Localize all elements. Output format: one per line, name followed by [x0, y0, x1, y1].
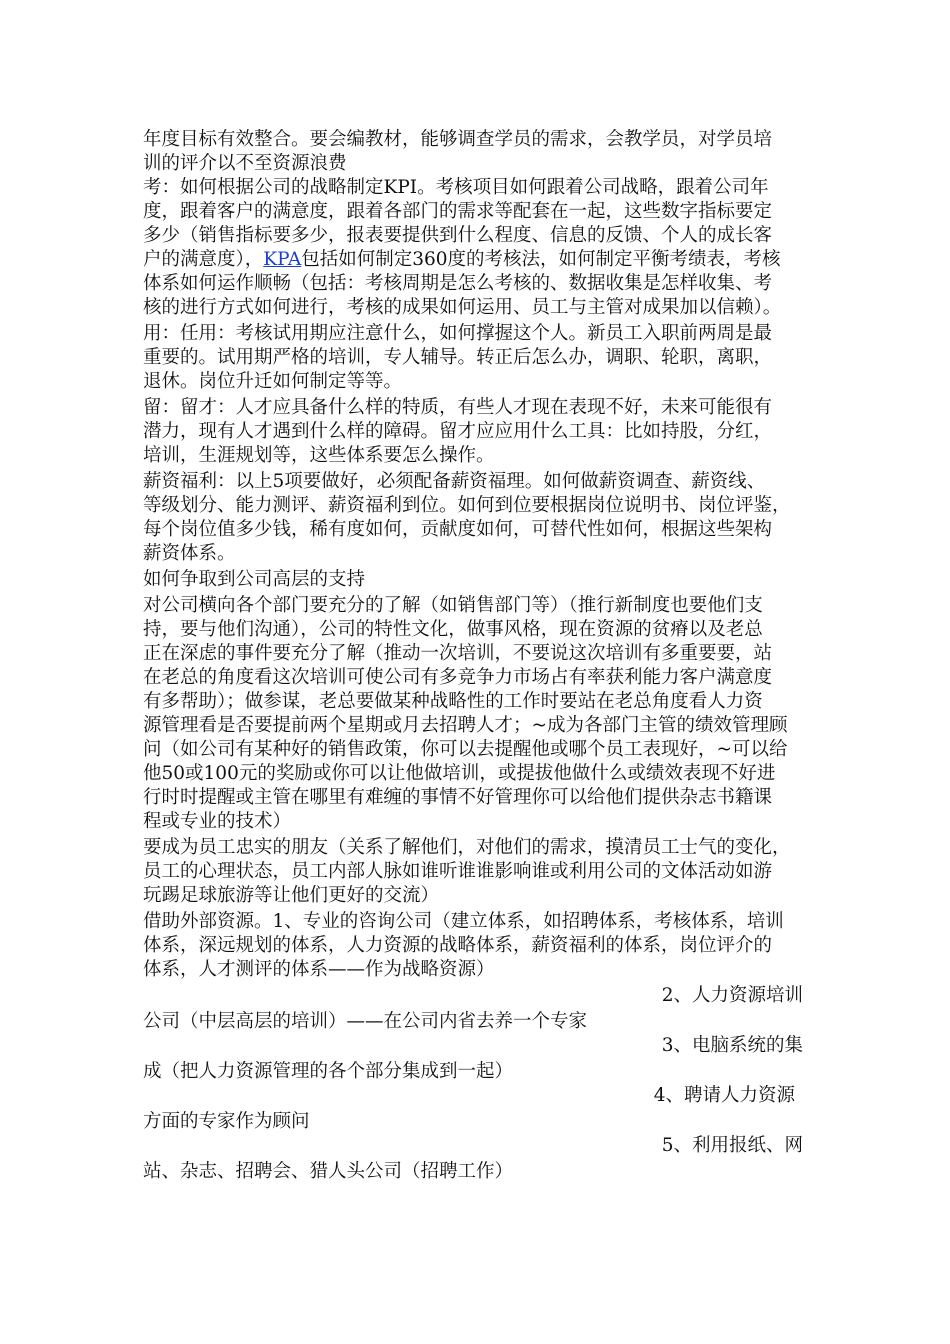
text-line: 他50或100元的奖励或你可以让他做培训，或提拔他做什么或绩效表现不好进: [143, 763, 776, 784]
text-line: 借助外部资源。1、专业的咨询公司（建立体系，如招聘体系，考核体系，培训: [143, 911, 784, 932]
text-line: 持，要与他们沟通），公司的特性文化，做事风格，现在资源的贫瘠以及老总: [143, 619, 763, 640]
text-line: 成（把人力资源管理的各个部分集成到一起）: [143, 1061, 514, 1082]
text-line: 度，跟着客户的满意度，跟着各部门的需求等配套在一起，这些数字指标要定: [143, 201, 773, 222]
text-line: 核的进行方式如何进行，考核的成果如何运用、员工与主管对成果加以信赖）。: [143, 297, 782, 318]
text-line: 潜力，现有人才遇到什么样的障碍。留才应应用什么工具：比如持股，分红，: [143, 421, 773, 442]
text-line: 要成为员工忠实的朋友（关系了解他们，对他们的需求，摸清员工士气的变化，: [143, 837, 791, 858]
text-line: 在老总的角度看这次培训可使公司有多竞争力市场占有率获利能力客户满意度: [143, 667, 773, 688]
text-line: 源管理看是否要提前两个星期或月去招聘人才；~成为各部门主管的绩效管理顾: [143, 715, 788, 736]
text-line: 体系，深远规划的体系，人力资源的战略体系，薪资福利的体系，岗位评介的: [143, 935, 773, 956]
text-line: 重要的。试用期严格的培训，专人辅导。转正后怎么办，调职、轮职，离职，: [143, 347, 773, 368]
text-line: 训的评介以不至资源浪费: [143, 153, 347, 174]
text-line: 每个岗位值多少钱，稀有度如何，贡献度如何，可替代性如何，根据这些架构: [143, 519, 773, 540]
text-line: 年度目标有效整合。要会编教材，能够调查学员的需求，会教学员，对学员培: [143, 129, 773, 150]
text-line: 多少（销售指标要多少，报表要提供到什么程度、信息的反馈、个人的成长客: [143, 225, 773, 246]
text-line: 问（如公司有某种好的销售政策，你可以去提醒他或哪个员工表现好，~可以给: [143, 739, 788, 760]
text-line: 对公司横向各个部门要充分的了解（如销售部门等）（推行新制度也要他们支: [143, 595, 763, 616]
text-segment: 包括如何制定360度的考核法，如何制定平衡考绩表，考核: [301, 249, 781, 270]
text-line: 退休。岗位升迁如何制定等等。: [143, 371, 403, 392]
text-line: 员工的心理状态，员工内部人脉如谁听谁谁影响谁或利用公司的文体活动如游: [143, 861, 773, 882]
text-line: 程或专业的技术）: [143, 811, 292, 832]
list-item-number: 2、人力资源培训: [661, 985, 803, 1006]
text-line: 培训，生涯规划等，这些体系要怎么操作。: [143, 445, 495, 466]
text-segment: 户的满意度），: [143, 249, 264, 270]
list-item-number: 5、利用报纸、网: [661, 1135, 803, 1156]
section-heading: 如何争取到公司高层的支持: [143, 569, 366, 590]
list-item-number: 4、聘请人力资源: [653, 1085, 795, 1106]
text-line-with-link: [143, 248, 781, 272]
text-line: 正在深虑的事件要充分了解（推动一次培训，不要说这次培训有多重要要，站: [143, 643, 773, 664]
text-line: 公司（中层高层的培训）——在公司内省去养一个专家: [143, 1011, 588, 1032]
text-line: 薪资福利：以上5项要做好，必须配备薪资福理。如何做薪资调查、薪资线、: [143, 471, 766, 492]
text-line: 体系如何运作顺畅（包括：考核周期是怎么考核的、数据收集是怎样收集、考: [143, 273, 773, 294]
text-line: 用：任用：考核试用期应注意什么，如何撑握这个人。新员工入职前两周是最: [143, 323, 773, 344]
text-line: 有多帮助）；做参谋，老总要做某种战略性的工作时要站在老总角度看人力资: [143, 691, 763, 712]
list-item-number: 3、电脑系统的集: [661, 1035, 803, 1056]
text-line: 留：留才：人才应具备什么样的特质，有些人才现在表现不好，未来可能很有: [143, 397, 773, 418]
text-line: 站、杂志、招聘会、猎人头公司（招聘工作）: [143, 1161, 514, 1182]
text-line: 薪资体系。: [143, 543, 236, 564]
text-line: 考：如何根据公司的战略制定KPI。考核项目如何跟着公司战略，跟着公司年: [143, 177, 769, 198]
kpa-link[interactable]: KPA: [263, 249, 302, 270]
text-line: 体系，人才测评的体系——作为战略资源）: [143, 959, 495, 980]
text-line: 玩踢足球旅游等让他们更好的交流）: [143, 885, 440, 906]
text-line: 等级划分、能力测评、薪资福利到位。如何到位要根据岗位说明书、岗位评鉴，: [143, 495, 791, 516]
text-line: 方面的专家作为顾问: [143, 1111, 310, 1132]
text-line: 行时时提醒或主管在哪里有难缠的事情不好管理你可以给他们提供杂志书籍课: [143, 787, 773, 808]
